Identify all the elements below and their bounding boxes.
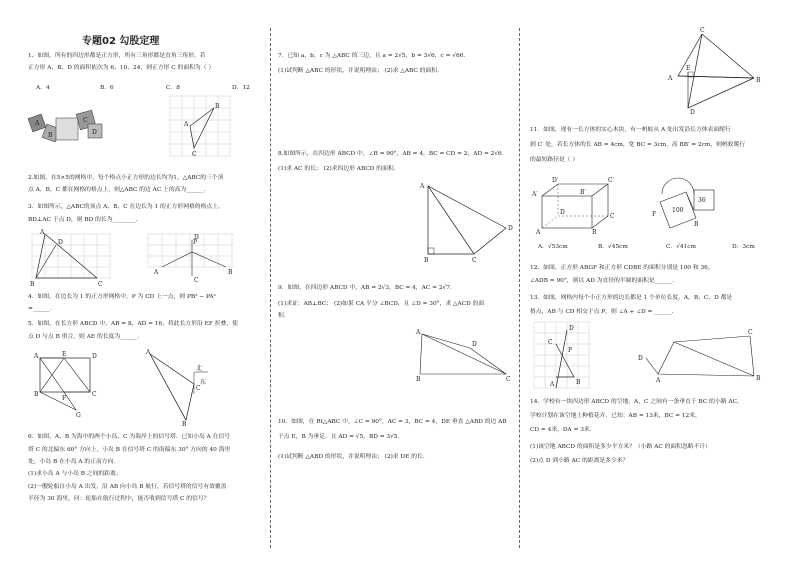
q2-line-1: 2.如图，在5×5的网格中，每个格点小正方形的边长均为1，△ABC的三个顶 (28, 175, 224, 181)
q1-label-c: C (83, 117, 88, 124)
q7-line-1: 7．已知 a，b，c 为 △ABC 的三边，且 a = 2√5，b = 3√6，c = √66． (278, 53, 470, 59)
q5-label-f: F (62, 395, 67, 402)
q6-line-4: (1)求小岛 A 与小岛 B 之间的距离； (28, 471, 122, 477)
column-divider-1 (270, 28, 271, 548)
q9-label-b: B (416, 376, 421, 383)
q10-kite-figure (664, 27, 764, 116)
q14-line-1: 14．学校有一块四边形 ABCD 的空地，A，C 之间有一条垂直于 BC 的小路 AC， (530, 399, 743, 405)
q12-label-36: 36 (698, 197, 706, 204)
q11-box-a-prime: A′ (532, 191, 538, 198)
q11-box-figure (532, 177, 618, 236)
q1-option-b: B．6 (100, 85, 114, 91)
q10-line-2: 于点 E，B 为垂足．且 AD = √5，BD = 3√5． (278, 434, 404, 440)
q3-label-b: B (30, 281, 35, 288)
q9-line-1: 9．如图，在四边形 ABCD 中，AB = 2√3，BC = 4，AC = 2√7． (278, 285, 456, 291)
q6-label-b: B (182, 421, 187, 428)
q11-option-c: C．√41cm (666, 244, 697, 250)
q11-box-b: B (592, 229, 597, 236)
top-fig-label-d: D (690, 109, 695, 116)
q4-label-a: A (154, 269, 159, 276)
q8-label-a: A (420, 183, 425, 190)
q5-label-d: D (92, 353, 97, 360)
q11-line-2: 到 C′ 处，若长方体的长 AB = 4cm，宽 BC = 3cm，高 BB′ = 2cm，则蚂蚁爬行 (530, 142, 746, 148)
q4-label-p: P (193, 239, 198, 246)
q10-line-1: 10．如图，在 Rt△ABC 中，∠C = 90°，AC = 3，BC = 4，DE 垂直 △ABD 的边 AB (278, 419, 507, 425)
q3-label-d: D (58, 239, 63, 246)
q9-label-c: C (506, 376, 511, 383)
q6-label-north: 北 (196, 365, 203, 372)
top-fig-label-e: E (686, 65, 691, 72)
q14-label-c: C (748, 329, 753, 336)
q8-quad-figure (416, 182, 512, 264)
q1-line-2: 正方形 A、B、D 的面积依次为 6、10、24，则正方形 C 的面积为（ ） (28, 65, 215, 71)
q12-line-1: 12．如图，正方形 ABGF 和正方形 CDBE 的面积分别是 100 和 36， (530, 265, 714, 271)
q11-box-a: A (536, 229, 541, 236)
q8-label-d: D (508, 225, 513, 232)
q1-option-c: C．8 (166, 85, 180, 91)
top-fig-label-a: A (668, 75, 673, 82)
q5-label-a: A (34, 353, 39, 360)
q4-label-c: C (194, 277, 199, 284)
q9-line-2: (1)求证：AB⊥BC； (2)如果 CA 平分 ∠BCD，且 ∠D = 30°，求 △ACD 的面 (278, 301, 485, 307)
q6-line-1: 6．如图，A、B 为海中的两个小岛，C 为海岸上的信号塔．已知小岛 A 在信号 (28, 434, 231, 440)
q5-label-g: G (76, 412, 81, 419)
q9-label-d: D (472, 341, 477, 348)
q8-line-2: (1)求 AC 的长； (2)求四边形 ABCD 的面积． (278, 166, 400, 172)
page-title: 专题02 勾股定理 (82, 36, 160, 47)
q12-line-2: ∠ADB = 90°，则以 AD 为直径的半圆的面积是______. (530, 278, 674, 284)
q13-line-2: 格点，AB 与 CD 相交于点 P，则 ∠A + ∠D = ______. (530, 309, 674, 315)
q1-option-a: A．4 (36, 85, 50, 91)
q13-label-b: B (576, 379, 581, 386)
q6-line-3: 处，小岛 B 在小岛 A 的正南方向． (28, 459, 120, 465)
q4-line-2: =______. (28, 306, 53, 312)
q11-option-d: D．3cm (732, 244, 755, 250)
q14-label-a: A (656, 377, 661, 384)
q12-squares-figure (650, 172, 722, 238)
q13-label-p: P (568, 347, 573, 354)
q3-line-2: BD⊥AC 于点 D，则 BD 的长为________. (28, 217, 138, 223)
q6-label-a: A (146, 349, 151, 356)
q4-line-1: 4．如图，在边长为 1 的正方形网格中，P 为 CD 上一点，则 PB² − PA² (28, 294, 216, 300)
q9-quad-figure (416, 328, 512, 384)
q2-line-2: 点 A，B，C 都在网格的格点上，则△ABC 的边 AC 上的高为______. (28, 187, 206, 193)
q9-label-a: A (416, 329, 421, 336)
q10-line-3: (1)试判断 △ABD 的形状，并说明理由； (2)求 DE 的长． (278, 454, 429, 460)
q4-label-b: B (228, 269, 233, 276)
q13-label-a: A (550, 381, 555, 388)
q1-grid-figure (170, 96, 230, 156)
q13-grid-figure (534, 322, 590, 388)
q6-label-c: C (196, 385, 201, 392)
q14-quad-figure (638, 330, 762, 382)
q11-line-1: 11．如图，现有一长方体的实心木块，有一蚂蚁从 A 处出发沿长方体表面爬行 (530, 127, 731, 133)
q11-option-a: A．√53cm (538, 244, 568, 250)
q12-label-100: 100 (672, 207, 684, 214)
q6-line-2: 塔 C 的北偏东 60° 方向上，小岛 B 在信号塔 C 的南偏东 30° 方向的 40 海里 (28, 447, 231, 453)
q11-option-b: B．√45cm (598, 244, 628, 250)
q4-label-d: D (194, 234, 199, 241)
q14-line-5: (2)点 D 到小路 AC 的距离是多少米？ (530, 458, 629, 464)
q5-label-e: E (62, 351, 67, 358)
q1-grid-label-a: A (184, 121, 189, 128)
q6-line-6: 半径为 30 海里，问：轮船在航行过程中，能否收到信号塔 C 的信号？ (28, 496, 210, 502)
q8-label-b: B (424, 257, 429, 264)
q12-label-f: F (652, 211, 657, 218)
column-divider-2 (519, 28, 520, 548)
column-1 (22, 0, 264, 562)
q6-map-figure (146, 349, 216, 428)
q3-line-1: 3．如图所示，△ABC的顶点 A、B、C 在边长为 1 的正方形网格的格点上， (28, 204, 224, 210)
q11-line-3: 的最短路径是（ ） (530, 157, 579, 163)
q11-box-c: C (610, 213, 615, 220)
q6-label-east: 东 (200, 379, 207, 386)
q14-line-2: 学校计划在该空地上种植花卉．已知：AB = 13米，BC = 12米， (530, 413, 701, 419)
q9-line-3: 积． (278, 313, 290, 319)
q1-line-1: 1、如图，所有的四边形都是正方形，所有三角形都是直角三角形，若 (28, 53, 206, 59)
q5-label-b: B (34, 391, 39, 398)
q5-label-c: C (92, 391, 97, 398)
q1-label-a: A (35, 120, 40, 127)
q13-label-c: C (548, 339, 553, 346)
q1-squares-figure (26, 106, 126, 146)
top-fig-label-b: B (756, 77, 761, 84)
q11-box-d: D (560, 209, 565, 216)
q11-box-d-prime: D′ (552, 177, 559, 184)
q5-line-2: 点 D 与点 B 重合，则 AE 的长度为______. (28, 334, 140, 340)
q14-label-d: D (638, 355, 643, 362)
q1-grid-label-c: C (192, 151, 197, 158)
q3-label-c: C (98, 281, 103, 288)
q8-line-1: 8.如图所示，在四边形 ABCD 中，∠B = 90°，AB = 4，BC = CD = 2，AD = 2√6． (278, 151, 508, 157)
q8-label-c: C (472, 257, 477, 264)
column-3 (526, 0, 776, 562)
q3-grid-figure (30, 229, 110, 288)
q1-option-d: D．12 (232, 85, 250, 91)
q14-line-4: (1)该空地 ABCD 的面积是多少平方米？（小路 AC 的面积忽略不计） (530, 444, 711, 450)
q1-label-b: B (48, 132, 53, 139)
q4-grid-figure (148, 232, 234, 284)
q7-line-2: (1)试判断 △ABC 的形状，并说明理由； (2)求 △ABC 的面积． (278, 68, 443, 74)
q5-fold-figure (34, 351, 106, 419)
q13-line-1: 13．如图，网格内每个小正方形的边长都是 1 个单位长度，A，B，C，D 都是 (530, 295, 733, 301)
q5-line-1: 5．如图，在长方形 ABCD 中，AB = 8，AD = 16，将此长方形沿 EF 折叠，使 (28, 321, 238, 327)
q12-label-b: B (694, 221, 699, 228)
q13-label-d: D (569, 325, 574, 332)
top-fig-label-c: C (700, 27, 705, 34)
q3-label-a: A (40, 229, 45, 236)
q11-box-b-prime: B′ (580, 189, 586, 196)
q1-label-d: D (92, 129, 97, 136)
q1-grid-label-b: B (215, 103, 220, 110)
q11-box-c-prime: C′ (608, 177, 614, 184)
q14-label-b: B (756, 375, 761, 382)
column-2 (276, 0, 512, 562)
q14-line-3: CD = 4米，DA = 3米． (530, 427, 596, 433)
q6-line-5: (2)一艘轮船自小岛 A 出发，沿 AB 向小岛 B 航行，若信号塔的信号有效覆盖 (28, 484, 227, 490)
